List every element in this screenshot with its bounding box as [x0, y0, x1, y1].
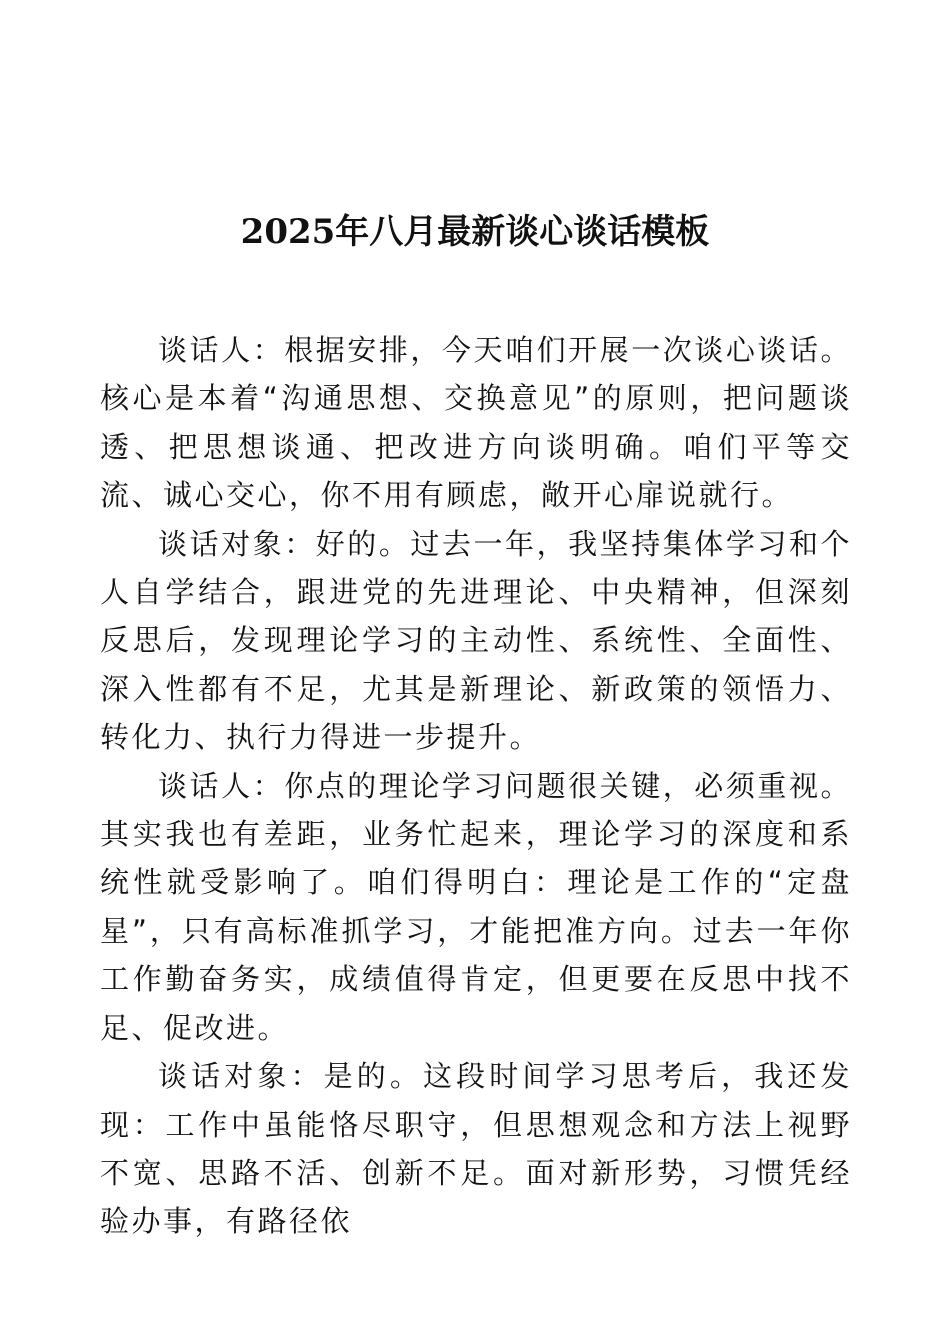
paragraph-3: 谈话人：你点的理论学习问题很关键，必须重视。其实我也有差距，业务忙起来，理论学习的深度和系统性就受影响了。咱们得明白：理论是工作的“定盘星”，只有高标准抓学习，才能把准方向。过去一年你工作勤奋务实，成绩值得肯定，但更要在反思中找不足、促改进。: [100, 768, 852, 1045]
document-body: [100, 326, 852, 1246]
document-title: 2025年八月最新谈心谈话模板: [240, 212, 710, 252]
paragraph-1: 谈话人：根据安排，今天咱们开展一次谈心谈话。核心是本着“沟通思想、交换意见”的原则，把问题谈透、把思想谈通、把改进方向谈明确。咱们平等交流、诚心交心，你不用有顾虑，敞开心扉说就行。: [100, 333, 852, 513]
paragraph-4: 谈话对象：是的。这段时间学习思考后，我还发现：工作中虽能恪尽职守，但思想观念和方法上视野不宽、思路不活、创新不足。面对新形势，习惯凭经验办事，有路径依: [100, 1059, 852, 1239]
paragraph-2: 谈话对象：好的。过去一年，我坚持集体学习和个人自学结合，跟进党的先进理论、中央精神，但深刻反思后，发现理论学习的主动性、系统性、全面性、深入性都有不足，尤其是新理论、新政策的领悟力、转化力、执行力得进一步提升。: [100, 526, 852, 755]
